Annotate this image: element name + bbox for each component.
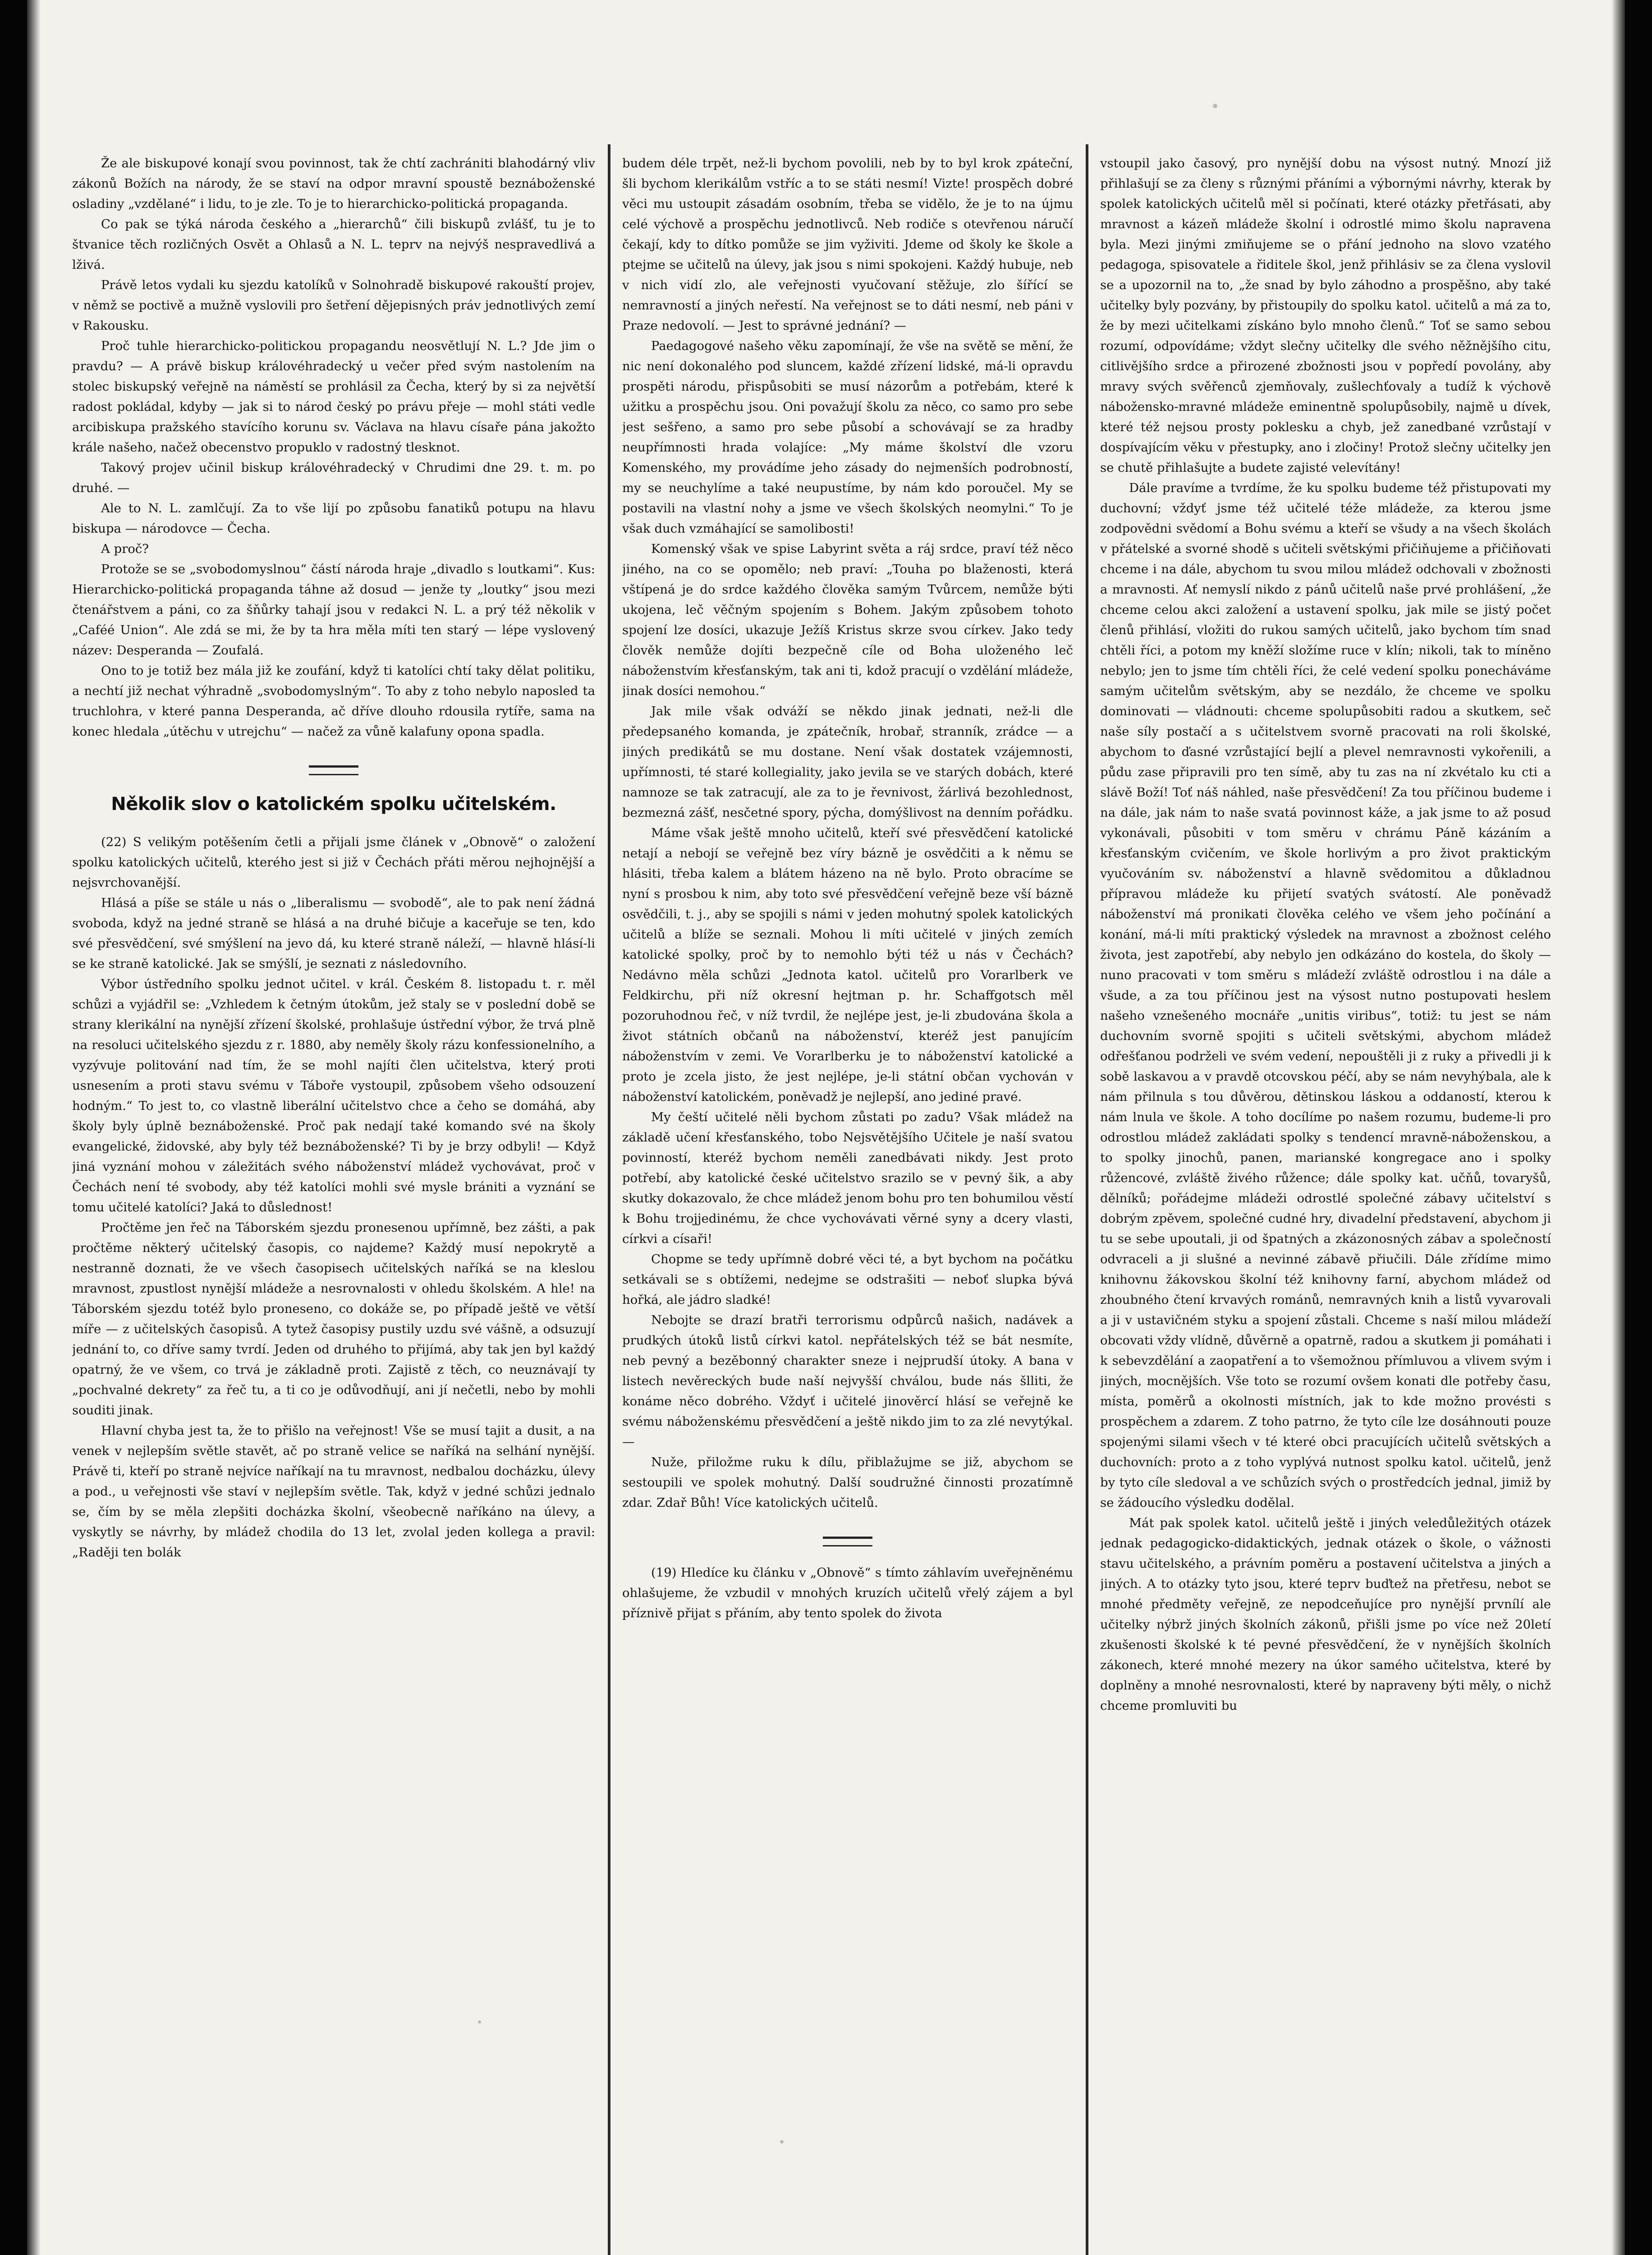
section-separator bbox=[823, 1537, 872, 1546]
paragraph: Dále pravíme a tvrdíme, že ku spolku budeme též přistupovati my duchovní; vždyť jsme též učitelé téže mládeže, za kterou jsme zodpovědni svědomí a Bohu svému a kteří se všudy a na všech školách v přátelské a svorné shodě s učiteli světskými přičiňujeme a přičiňovati chceme i na dále, abychom tu svou milou mládež odchovali v zbožnosti a mravnosti. Ať nemyslí nikdo z pánů učitelů naše prvé prohlášení, „že chceme celou akci založení a ustavení spolku, jak mile se jistý počet členů přihlásí, vložiti do rukou samých učitelů, jako bychom tím snad chtěli říci, a potom my kněží složíme ruce v klín; nikoli, tak to míněno nebylo; jen to jsme tím chtěli říci, že celé vedení spolku ponecháváme samým učitelům světským, aby se nezdálo, že chceme ve spolku dominovati — vládnouti: chceme spolupůsobiti radou a skutkem, seč naše síly postačí a s učitelstvem svorně pracovati na roli školské, abychom to ďasné vzrůstající bejlí a plevel nemravnosti vykořenili, a půdu zase připravili pro ten símě, aby tu zas na ní zkvétalo ku cti a slávě Boží! Toť náš náhled, naše přesvědčení! Za tou příčinou budeme i na dále, jak nám to naše svatá povinnost káže, a jak jsme to až posud vykonávali, působiti v tom směru v chrámu Páně kázáním a křesťanským cvičením, ve škole horlivým a pro život praktickým vyučováním sv. náboženství a hlavně svědomitou a důkladnou přípravou mládeže ku přijetí svatých svátostí. Ale poněvadž náboženství má pronikati člověka celého ve všem jeho počínání a konání, má-li míti praktický výsledek na mravnost a zbožnost celého života, jest zapotřebí, aby nebylo jen odkázáno do kostela, do školy — nuno pracovati v tom směru s mládeží zvláště odrostlou i na dále a všude, a za tou příčinou jest na výsost nutno postupovati heslem našeho vznešeného mocnáře „unitis viribus“, totiž: tu jest se nám duchovním svorně spojiti s učiteli světskými, abychom mládež odřešťanou podrželi ve svém vedení, nepouštěli ji z ruky a přivedli ji k sobě laskavou a v pravdě otcovskou péčí, aby se nám nevyhýbala, ale k nám přilnula s tou důvěrou, dětinskou láskou a oddaností, kterou k nám lnula ve škole. A toho docílíme po našem rozumu, budeme-li pro odrostlou mládež zakládati spolky s tendencí mravně-náboženskou, a to spolky jinochů, panen, marianské kongregace ano i spolky růžencové, zvláště živého růžence; dále spolky kat. učňů, tovaryšů, dělníků; pořádejme mládeži odrostlé společné zábavy učitelství s dobrým zpěvem, společné cudné hry, divadelní představení, abychom ji tu se sebe upoutali, ji od špatných a zkázonosných zábav a společností odvraceli a ji slušné a nevinné zábavě přiučili. Dále zřídíme mimo knihovnu žákovskou školní též knihovny farní, abychom mládež od zhoubného čtení krvavých románů, nemravných knih a listů vyvarovali a ji v ustavičném styku a spojení zůstali. Chceme s naší milou mládeží obcovati vždy vlídně, důvěrně a opatrně, radou a skutkem ji pomáhati i k sebevzdělání a zaopatření a to všemožnou přímluvou a vlivem svým i jiných, mocnějších. Vše toto se rozumí ovšem konati dle potřeby času, místa, poměrů a okolnosti místních, jak to kde možno provésti s prospěchem a zdarem. Z toho patrno, že tyto cíle lze dosáhnouti pouze spojenými silami všech v té které obci pracujících učitelů světských a duchovních: proto a z toho vyplývá nutnost spolku katol. učitelů, jenž by tyto cíle sledoval a ve schůzích svých o prostředcích jednal, jimiž by se žádoucího výsledku dodělal. bbox=[1100, 481, 1551, 1510]
paragraph: Hlavní chyba jest ta, že to přišlo na veřejnost! Vše se musí tajit a dusit, a na venek v nejlepším světle stavět, ač po straně velice se naříká na selhání nynější. Právě ti, kteří po straně nejvíce naříkají na tu mravnost, nedbalou docházku, úlevy a pod., u veřejnosti vše staví v nejlepším světle. Tak, když v jedné schůzi jednalo se, čím by se měla zlepšiti docházka školní, všeobecně naříkáno na úlevy, a vyskytly se návrhy, by mládež chodila do 13 let, zvolal jeden kollega a pravil: „Raději ten bolák bbox=[72, 1423, 595, 1560]
paragraph: Nebojte se drazí bratři terrorismu odpůrců našich, nadávek a prudkých útoků listů církvi katol. nepřátelských též se bát nesmíte, neb pevný a bezěbonný charakter sneze i nejprudší útoky. A bana v listech nevěreckých bude naší nejvyšší chválou, bude nás šlliti, že konáme něco dobrého. Vždyť i učitelé jinověrcí hlásí se veřejně ke svému náboženskému přesvědčení a ještě nikdo jim to za zlé nevytýkal. — bbox=[622, 1313, 1073, 1449]
paragraph: Paedagogové našeho věku zapomínají, že vše na světě se mění, že nic není dokonalého pod sluncem, každé zřízení lidské, má-li opravdu prospěti národu, přispůsobiti se musí názorům a potřebám, které k užitku a prospěchu jsou. Oni považují školu za něco, co samo pro sebe jest sešřeno, a samo pro sebe působí a schovávají se za hradby neupřímnosti hrada volajíce: „My máme školství dle vzoru Komenského, my provádíme jeho zásady do nejmenších podrobností, my se neuchylíme a také neupustíme, by nám kdo poroučel. My se postavili na vlastní nohy a jsme ve všech školských neomylni.“ To je však duch vzmáhající se samolibosti! bbox=[622, 339, 1073, 536]
scan-border-left bbox=[0, 0, 27, 2255]
paragraph: Co pak se týká národa českého a „hierarchů“ čili biskupů zvlášť, tu je to štvanice těch rozličných Osvět a Ohlasů a N. L. teprv na nejvýš nespravedlivá a lživá. bbox=[72, 217, 595, 272]
paragraph: (22) S velikým potěšením četli a přijali jsme článek v „Obnově“ o založení spolku katolických učitelů, kterého jest si již v Čechách přáti měrou nejhojnější a nejsvrchovanější. bbox=[72, 835, 595, 890]
paragraph: (19) Hledíce ku článku v „Obnově“ s tímto záhlavím uveřejněnému ohlašujeme, že vzbudil v mnohých kruzích učitelů vřelý zájem a byl příznivě přijat s přáním, aby tento spolek do života bbox=[622, 1565, 1073, 1620]
dust-speck bbox=[1213, 104, 1217, 108]
scan-shadow-left bbox=[27, 0, 41, 2255]
paragraph: Mát pak spolek katol. učitelů ještě i jiných veledůležitých otázek jednak pedagogicko-didaktických, jednak otázek o škole, o vážnosti stavu učitelského, a právním poměru a postavení učitelstva a jiných a jiných. A to otázky tyto jsou, které teprv buďtež na přetřesu, nebot se mnohé předměty veřejně, ze nepodceňujíce pro nynější prvnílí ale učitelky nýbrž jiných školních zákonů, přišli jsme po více než 20letí zkušenosti školské k té pevné přesvědčení, že v nynějších školních zákonech, které mnohé mezery na úkor samého učitelstva, které by doplněny a mnohé nesrovnalosti, které by napraveny býti měly, o nichž chceme promluviti bu bbox=[1100, 1516, 1551, 1713]
paragraph: Právě letos vydali ku sjezdu katolíků v Solnohradě biskupové rakouští projev, v němž se poctivě a mužně vyslovili pro šetření dějepisných práv jednotlivých zemí v Rakousku. bbox=[72, 278, 595, 333]
paragraph: Že ale biskupové konají svou povinnost, tak že chtí zachrániti blahodárný vliv zákonů Božích na národy, že se staví na odpor mravní spoustě beznáboženské osladiny „vzdělané“ i lidu, to je zle. To je to hierarchicko-politická propaganda. bbox=[72, 156, 595, 211]
paragraph: Ono to je totiž bez mála již ke zoufání, když ti katolíci chtí taky dělat politiku, a nechtí již nechat výhradně „svobodomyslným“. To aby z toho nebylo naposled ta truchlohra, v které panna Desperanda, ač dříve dlouho rdousila rytíře, sama na konec hledala „útěchu v utrejchu“ — načež za vůně kalafuny opona spadla. bbox=[72, 663, 595, 739]
section-separator bbox=[309, 765, 358, 775]
column-middle bbox=[622, 153, 1073, 2255]
paragraph: Máme však ještě mnoho učitelů, kteří své přesvědčení katolické netají a nebojí se veřejně bez víry bázně je osvědčiti a k němu se hlásiti, třeba kalem a blátem házeno na ně bylo. Proto obracíme se nyní s prosbou k nim, aby toto své přesvědčení veřejně beze vší bázně osvědčili, t. j., aby se spojili s námi v jeden mohutný spolek katolických učitelů a blíže se seznali. Mohou li míti učitelé v jiných zemích katolické spolky, proč by to nemohlo býti též u nás v Čechách? Nedávno měla schůzi „Jednota katol. učitelů pro Vorarlberk ve Feldkirchu, při níž okresní hejtman p. hr. Schaffgotsch měl pozoruhodnou řeč, v níž tvrdil, že nejlépe jest, je-li zbudována škola a život státních občanů na náboženství, kteréž jest panujícím náboženstvím v zemi. Ve Vorarlberku je to náboženství katolické a proto je zcela jisto, že jest nejlépe, je-li státní občan vychován v náboženství katolickém, poněvadž je nejlepší, ano jediné pravé. bbox=[622, 826, 1073, 1104]
paragraph: Nuže, přiložme ruku k dílu, přiblažujme se již, abychom se sestoupili ve spolek mohutný. Další soudružné činnosti prozatímně zdar. Zdař Bůh! Více katolických učitelů. bbox=[622, 1455, 1073, 1510]
column-left bbox=[72, 153, 595, 2255]
paragraph: Komenský však ve spise Labyrint světa a ráj srdce, praví též něco jiného, na co se opomělo; neb praví: „Touha po blaženosti, která vštípená je do srdce každého člověka samým Tvůrcem, nemůže býti ukojena, leč věčným spojením s Bohem. Jakým způsobem tohoto spojení lze dosíci, ukazuje Ježíš Kristus skrze svou církev. Jako tedy člověk nemůže dojíti bezpečně cíle od Boha uloženého leč náboženstvím křesťanským, tak ani ti, kdož pracují o vzdělání mládeže, jinak dosíci nemohou.“ bbox=[622, 542, 1073, 698]
paragraph: Takový projev učinil biskup královéhradecký v Chrudimi dne 29. t. m. po druhé. — bbox=[72, 460, 595, 495]
scan-shadow-right bbox=[1611, 0, 1625, 2255]
paragraph: My čeští učitelé něli bychom zůstati po zadu? Však mládež na základě učení křesťanského, tobo Nejsvětějšího Učitele je naší svatou povinností, kteréž bychom neměli zanedbávati nikdy. Jest proto potřebí, aby katolické české učitelstvo srazilo se v pevný šik, a aby skutky dokazovalo, že chce mládež jenom bohu pro ten bohumilou věstí k Bohu trojjedinému, že chce vychovávati věrné syny a dcery vlasti, církvi a císaři! bbox=[622, 1110, 1073, 1246]
column-rule bbox=[1086, 144, 1088, 2255]
paragraph: Chopme se tedy upřímně dobré věci té, a byt bychom na počátku setkávali se s obtížemi, nedejme se odstrašiti — neboť slupka bývá hořká, ale jádro sladké! bbox=[622, 1252, 1073, 1307]
paragraph: Pročtěme jen řeč na Táborském sjezdu pronesenou upřímně, bez zášti, a pak pročtěme některý učitelský časopis, co najdeme? Každý musí nepokrytě a nestranně doznati, že ve všech časopisech učitelských naříká se na kleslou mravnost, zpustlost nynější mládeže a nesrovnalosti v ohledu školském. A hle! na Táborském sjezdu totéž bylo proneseno, co dokáže se, po případě ještě ve větší míře — z učitelských časopisů. A tytež časopisy pustily uzdu své vášně, a odsuzují jednání to, co dříve samy tvrdí. Jeden od druhého to přijímá, aby tak jen byl každý opatrný, že ve všem, co trvá je základně proti. Zajistě z těch, co neuznávají ty „pochvalné dekrety“ za řeč tu, a ti co je odůvodňují, ani jí nečetli, nebo by mohli souditi jinak. bbox=[72, 1220, 595, 1417]
paragraph: vstoupil jako časový, pro nynější dobu na výsost nutný. Mnozí již přihlašují se za členy s různými přáními a výbornými návrhy, kterak by spolek katolických učitelů měl si počínati, které otázky přetřásati, aby mravnost a kázeň mládeže školní i odrostlé mimo školu napravena byla. Mezi jinými zmiňujeme se o přání jednoho na slovo vzatého pedagoga, spisovatele a řiditele škol, jenž přihlásiv se za člena vyslovil se a upozornil na to, „že snad by bylo záhodno a prospěšno, aby také učitelky byly pozvány, by přistoupily do spolku katol. učitelů a má za to, že by mezi učitelkami získáno bylo mnoho členů.“ Toť se samo sebou rozumí, odpovídáme; vždyt slečny učitelky dle svého něžnějšího citu, citlivějšího srdce a přirozené zbožnosti jsou v popředí povolány, aby mravy svých svěřenců zjemňovaly, zušlechťovaly a tudíž k výchově nábožensko-mravné mládeže eminentně spolupůsobily, najmě u dívek, které též nejsou prosty poklesku a chyb, jež zanedbané vzrůstají v dospívajícím věku v přestupky, ano i zločiny! Protož slečny učitelky jen se chutě přihlašujte a budete zajisté velevítány! bbox=[1100, 156, 1551, 475]
column-right bbox=[1100, 153, 1551, 2255]
paragraph: Proč tuhle hierarchicko-politickou propagandu neosvětlují N. L.? Jde jim o pravdu? — A právě biskup královéhradecký u večer před svým nastolením na stolec biskupský veřejně na náměstí se prohlásil za Čecha, který by si za největší radost pokládal, kdyby — jak si to národ český po právu přeje — mohl státi vedle arcibiskupa pražského stavícího korunu sv. Václava na hlavu císaře pána jakožto krále našeho, načež obecenstvo propuklo v radostný tlesknot. bbox=[72, 339, 595, 455]
column-rule bbox=[608, 144, 610, 2255]
paragraph: Výbor ústředního spolku jednot učitel. v král. Českém 8. listopadu t. r. měl schůzi a vyjádřil se: „Vzhledem k četným útokům, jež staly se v poslední době se strany klerikální na nynější zřízení školské, prohlašuje ústřední výbor, že trvá plně na resoluci učitelského sjezdu z r. 1880, aby neměly školy rázu konfessionelního, a vyzývuje politování nad tím, že se mohl najíti člen učitelstva, který proti usnesením a proti stavu svému v Táboře vystoupil, způsobem všeho odsouzení hodným.“ To jest to, co vlastně liberální učitelstvo chce a čeho se domáhá, aby školy byly úplně beznáboženské. Proč pak nedají také komando své na školy evangelické, židovské, aby byly též beznáboženské? Ti by je brzy odbyli! — Když jiná vyznání mohou v záležitách svého náboženství mládež vychovávat, proč v Čechách není té svobody, aby též katolíci mohli své mysle brániti a vyznání se tomu učitelé katolíci? Jaká to důslednost! bbox=[72, 977, 595, 1215]
scan-border-right bbox=[1625, 0, 1652, 2255]
paragraph: A proč? bbox=[101, 542, 149, 556]
paragraph: budem déle trpět, než-li bychom povolili, neb by to byl krok zpáteční, šli bychom klerikálům vstříc a to se státi nesmí! Vizte! prospěch dobré věci mu ustoupit zásadám osobním, třeba se vidělo, že je to na újmu celé výchově a prospěchu jednotlivců. Neb rodiče s otevřenou náručí čekají, kdy to dítko pomůže se jim vyživiti. Jdeme od školy ke škole a ptejme se učitelů na úlevy, jak jsou s nimi spokojeni. Každý hubuje, neb v nich vidí zlo, ale veřejnosti vyučovaní stěžuje, zlo šířící se nemravností a jiných neřestí. Na veřejnost se to dáti nesmí, neb páni v Praze nedovolí. — Jest to správné jednání? — bbox=[622, 156, 1073, 333]
paragraph: Ale to N. L. zamlčují. Za to vše lijí po způsobu fanatiků potupu na hlavu biskupa — národovce — Čecha. bbox=[72, 501, 595, 536]
paragraph: Protože se se „svobodomyslnou“ částí národa hraje „divadlo s loutkami“. Kus: Hierarchicko-politická propaganda táhne až dosud — jenže ty „loutky“ jsou mezi čtenářstvem a páni, co za šňůrky tahají jsou v redakci N. L. a prý též několik v „Caféé Union“. Ale zdá se mi, že by ta hra měla míti ten starý — lépe vyslovený název: Desperanda — Zoufalá. bbox=[72, 562, 595, 658]
paragraph: Hlásá a píše se stále u nás o „liberalismu — svobodě“, ale to pak není žádná svoboda, když na jedné straně se hlásá a na druhé bičuje a kaceřuje se ten, kdo své přesvědčení, své smýšlení na jevo dá, ku které straně náleží, — hlavně hlásí-li se ke straně katolické. Jak se smýšlí, je seznati z následovního. bbox=[72, 896, 595, 971]
paragraph: Jak mile však odváží se někdo jinak jednati, než-li dle předepsaného komanda, je zpátečník, hrobař, stranník, zrádce — a jiných predikátů se mu dostane. Není však dostatek vzájemnosti, upřímnosti, té staré kollegiality, jako jevila se ve starých dobách, které namnoze se tak zatracují, ale za to je řevnivost, žárlivá bezohlednost, bezmezná zášť, nesčetné spory, pýcha, domýšlivost na denním pořádku. bbox=[622, 704, 1073, 820]
article-heading: Několik slov o katolickém spolku učitelském. bbox=[111, 794, 556, 815]
